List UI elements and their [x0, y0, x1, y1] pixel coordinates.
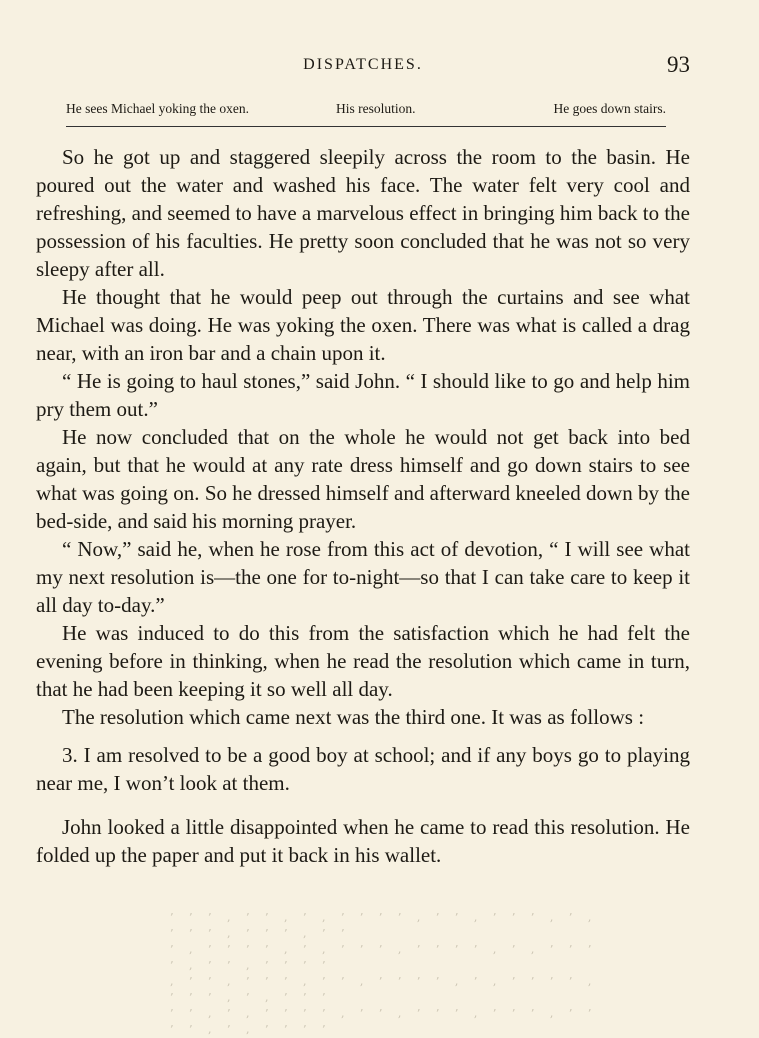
paragraph: He thought that he would peep out through the curtains and see what Michael was doing. He was yoking the oxen. There was what is called a drag near, with an iron bar and a chain upon it.: [36, 285, 690, 365]
paragraph: “ He is going to haul stones,” said John. “ I should like to go and help him pry them out.”: [36, 369, 690, 421]
paragraph: “ Now,” said he, when he rose from this act of devotion, “ I will see what my next resolution is—the one for to-night—so that I can take care to keep it all day to-day.”: [36, 537, 690, 617]
topic-headings: [66, 101, 666, 123]
show-through-texture: ’ ’ ’ , ’ ’ , ’ , ’ ’ ’ ’ , ’ ’ , ’ ’ ’ , ’ , ’ ’ ’ , ’ ’ ’ , ’ ’ ’ , ’ ’ ’ ’ , ’ , ’ ’ ’ , ’ ’ ’ ’ , ’ , ’ ’ ’ ’ , ’ ’ , ’ ’ ’ ’ , ’ ’ , ’ ’ ’ , ’ ’ , ’ ’ ’ ’ , ’ , ’ ’ ’ ’ , ’ ’ ’ , ’ , ’ ’ ’ ’ ’ , ’ , ’ ’ ’ ’ , ’ ’ , ’ ’ ’ , ’ ’ ’ , ’ ’ ’ ’ , ’ , ’ ’ ’ ’: [170, 911, 598, 1036]
paragraph: John looked a little disappointed when he came to read this resolution. He folded up the paper and put it back in his wallet.: [36, 815, 690, 867]
paragraph: So he got up and staggered sleepily across the room to the basin. He poured out the water and washed his face. The water felt very cool and refreshing, and seemed to have a marvelous effect in bringing him back to the possession of his faculties. He pretty soon concluded that he was not so very sleepy after all.: [36, 145, 690, 281]
resolution-quote: 3. I am resolved to be a good boy at school; and if any boys go to playing near me, I won’t look at them.: [36, 743, 690, 795]
topic-center: His resolution.: [336, 101, 416, 116]
topic-right: He goes down stairs.: [553, 101, 666, 116]
body-text: [36, 143, 690, 869]
header-rule: [66, 126, 666, 127]
running-title: DISPATCHES.: [303, 56, 423, 73]
paragraph: The resolution which came next was the third one. It was as follows :: [62, 705, 645, 729]
running-head: [36, 52, 690, 82]
page-number: 93: [667, 52, 690, 77]
paragraph: He now concluded that on the whole he would not get back into bed again, but that he would at any rate dress himself and go down stairs to see what was going on. So he dressed himself and afterward kneeled down by the bed-side, and said his morning prayer.: [36, 425, 690, 533]
paragraph: He was induced to do this from the satisfaction which he had felt the evening before in thinking, when he read the resolution which came in turn, that he had been keeping it so well all day.: [36, 621, 690, 701]
topic-left: He sees Michael yoking the oxen.: [66, 101, 249, 116]
